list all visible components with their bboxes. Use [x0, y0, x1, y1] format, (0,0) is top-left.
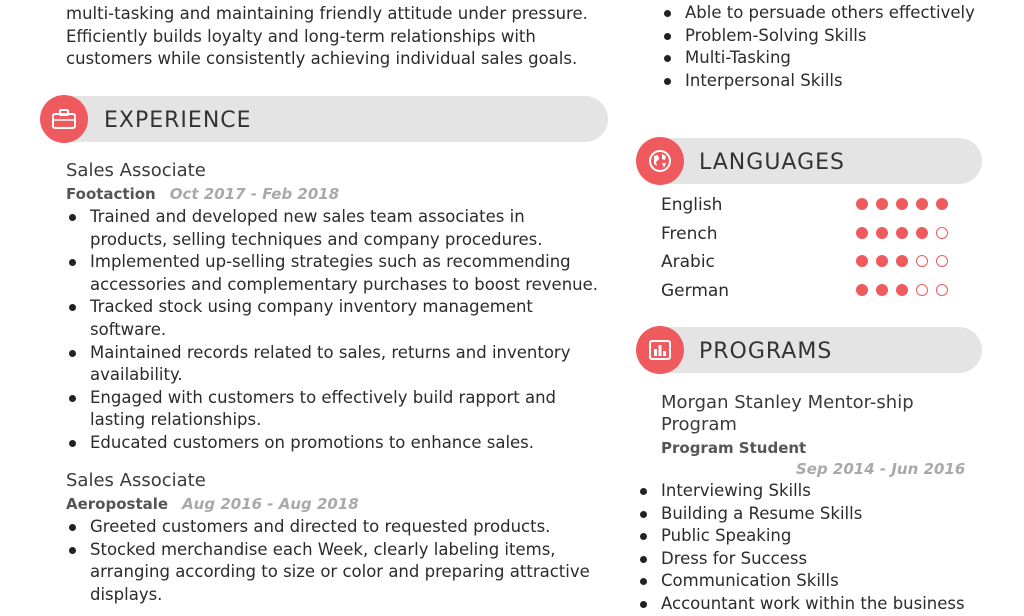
summary-text — [66, 3, 606, 71]
program-role: Program Student — [661, 439, 807, 457]
list-item: Tracked stock using company inventory management software. — [66, 296, 606, 341]
rating-dot-filled — [876, 284, 888, 296]
rating-dot-filled — [856, 255, 868, 267]
rating-dot-filled — [916, 198, 928, 210]
list-item: Maintained records related to sales, returns and inventory availability. — [66, 342, 606, 387]
rating-dot-empty — [936, 255, 948, 267]
globe-icon — [647, 148, 673, 174]
summary-line: multi-tasking and maintaining friendly attitude under pressure. — [66, 4, 588, 23]
language-name: English — [661, 195, 723, 215]
rating-dot-filled — [876, 255, 888, 267]
rating-dot-empty — [916, 255, 928, 267]
job-company: Aeropostale — [66, 495, 169, 513]
language-rating — [856, 198, 948, 210]
summary-line: customers while consistently achieving individual sales goals. — [66, 49, 578, 69]
job-meta — [66, 495, 359, 513]
rating-dot-filled — [896, 227, 908, 239]
list-item: Trained and developed new sales team associates in products, selling techniques and company procedures. — [66, 206, 606, 251]
language-name: German — [661, 281, 730, 302]
program-title: Morgan Stanley Mentor-ship Program — [661, 392, 914, 435]
rating-dot-empty — [936, 284, 948, 296]
list-item: Educated customers on promotions to enhance sales. — [66, 432, 606, 455]
rating-dot-filled — [896, 198, 908, 210]
list-item: Dress for Success — [637, 548, 982, 571]
list-item: Implemented up-selling strategies such as recommending accessories and complementary purchases to boost revenue. — [66, 251, 606, 296]
list-item: Interpersonal Skills — [661, 70, 991, 93]
skills-list — [661, 2, 991, 92]
rating-dot-filled — [876, 227, 888, 239]
list-item: Communication Skills — [637, 570, 982, 593]
summary-line: Efficiently builds loyalty and long-term relationships with — [66, 26, 536, 46]
language-rating — [856, 227, 948, 239]
rating-dot-filled — [876, 198, 888, 210]
briefcase-icon — [51, 108, 77, 130]
rating-dot-empty — [916, 284, 928, 296]
list-item: Greeted customers and directed to requested products. — [66, 516, 606, 539]
job-bullet-list — [66, 206, 606, 455]
job-dates: Aug 2016 - Aug 2018 — [182, 495, 359, 513]
experience-heading: EXPERIENCE — [104, 108, 252, 133]
rating-dot-filled — [896, 255, 908, 267]
list-item: Accountant work within the business — [637, 593, 982, 616]
job-bullet-list — [66, 516, 606, 606]
rating-dot-filled — [856, 284, 868, 296]
programs-heading: PROGRAMS — [699, 339, 833, 364]
language-row — [661, 195, 966, 223]
rating-dot-filled — [916, 227, 928, 239]
experience-icon-circle — [40, 95, 88, 143]
list-item: Multi-Tasking — [661, 47, 991, 70]
program-dates: Sep 2014 - Jun 2016 — [796, 460, 966, 478]
program-bullet-list — [637, 480, 982, 616]
languages-heading: LANGUAGES — [699, 150, 845, 175]
job-dates: Oct 2017 - Feb 2018 — [169, 185, 340, 203]
language-row — [661, 281, 966, 309]
languages-icon-circle — [636, 137, 684, 185]
list-item: Interviewing Skills — [637, 480, 982, 503]
bar-chart-icon — [648, 338, 672, 362]
language-name: Arabic — [661, 252, 715, 273]
list-item: Engaged with customers to effectively build rapport and lasting relationships. — [66, 387, 606, 432]
job-title: Sales Associate — [66, 470, 206, 491]
language-rating — [856, 255, 948, 267]
job-title: Sales Associate — [66, 160, 206, 181]
job-meta — [66, 185, 339, 203]
list-item: Problem-Solving Skills — [661, 25, 991, 48]
rating-dot-filled — [856, 227, 868, 239]
language-rating — [856, 284, 948, 296]
language-row — [661, 252, 966, 280]
job-company: Footaction — [66, 185, 156, 203]
rating-dot-empty — [936, 227, 948, 239]
rating-dot-filled — [856, 198, 868, 210]
list-item: Building a Resume Skills — [637, 503, 982, 526]
programs-icon-circle — [636, 326, 684, 374]
rating-dot-filled — [936, 198, 948, 210]
language-row — [661, 224, 966, 252]
list-item: Public Speaking — [637, 525, 982, 548]
language-name: French — [661, 223, 718, 244]
list-item: Able to persuade others effectively — [661, 2, 991, 25]
rating-dot-filled — [896, 284, 908, 296]
list-item: Stocked merchandise each Week, clearly labeling items, arranging according to size or color and preparing attractive displays. — [66, 539, 606, 607]
